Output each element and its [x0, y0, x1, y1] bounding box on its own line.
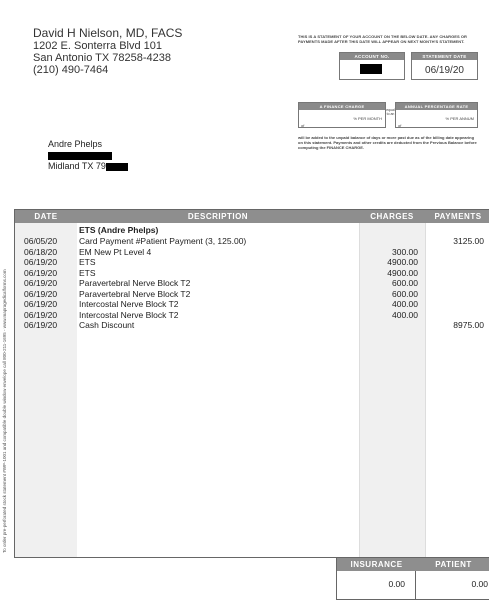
- row-description: Intercostal Nerve Block T2: [79, 309, 179, 320]
- row-date: 06/19/20: [24, 320, 58, 330]
- row-date: 06/19/20: [24, 267, 58, 278]
- patient-address: [48, 139, 128, 172]
- table-row: [15, 247, 489, 258]
- apr-box: [395, 102, 478, 128]
- table-row: [15, 268, 489, 279]
- row-description: Paravertebral Nerve Block T2: [79, 278, 191, 288]
- statement-date-value: 06/19/20: [425, 65, 464, 76]
- finance-charge-label: A FINANCE CHARGE: [299, 103, 385, 110]
- equal-to-text: equal to an: [386, 108, 395, 116]
- table-header: [15, 210, 489, 223]
- row-date: 06/19/20: [24, 288, 58, 299]
- row-payments: 3125.00: [453, 236, 484, 246]
- row-date: 06/19/20: [24, 309, 58, 320]
- table-row: [15, 236, 489, 247]
- header-payments: PAYMENTS: [434, 212, 482, 221]
- patient-city: [48, 161, 128, 172]
- statement-date-label: STATEMENT DATE: [412, 53, 477, 60]
- table-row: [15, 310, 489, 321]
- apr-of: of: [398, 123, 402, 128]
- row-charges: 4900.00: [387, 257, 418, 267]
- patient-city-text: Midland TX 79: [48, 161, 106, 171]
- row-charges: 4900.00: [387, 267, 418, 278]
- insurance-label: INSURANCE: [350, 560, 403, 569]
- statement-notice: THIS IS A STATEMENT OF YOUR ACCOUNT ON THE BELOW DATE. ANY CHARGES OR PAYMENTS MADE AFTER THIS DATE WILL APPEAR ON NEXT MONTH'S STATEMENT.: [298, 34, 467, 44]
- row-description: EM New Pt Level 4: [79, 246, 152, 257]
- row-charges: 600.00: [392, 288, 418, 299]
- finance-charge-box: [298, 102, 386, 128]
- table-row: [15, 278, 489, 289]
- statement-date-box: [411, 52, 478, 80]
- redaction-bar: [106, 163, 128, 171]
- provider-name: David H Nielson, MD, FACS: [33, 26, 183, 40]
- row-charges: 400.00: [392, 299, 418, 309]
- totals-header: [337, 558, 489, 571]
- provider-address: [33, 27, 182, 76]
- row-description: ETS: [79, 267, 96, 278]
- apr-per-annum: % PER ANNUM: [445, 116, 474, 121]
- finance-charge-of: of: [301, 123, 305, 128]
- row-description: Paravertebral Nerve Block T2: [79, 288, 191, 299]
- row-charges: 300.00: [392, 246, 418, 257]
- patient-group-label: ETS (Andre Phelps): [79, 225, 159, 235]
- totals-box: [336, 558, 489, 600]
- patient-street-redacted: [48, 150, 128, 161]
- row-date: 06/05/20: [24, 236, 58, 246]
- account-number-redaction: [360, 64, 382, 74]
- account-number-label: ACCOUNT NO.: [340, 53, 404, 60]
- row-description: Card Payment #Patient Payment (3, 125.00): [79, 236, 247, 246]
- patient-label: PATIENT: [435, 560, 472, 569]
- account-number-box: [339, 52, 405, 80]
- row-description: Intercostal Nerve Block T2: [79, 299, 179, 309]
- header-description: DESCRIPTION: [187, 212, 249, 221]
- table-row: [15, 320, 489, 331]
- insurance-value: 0.00: [337, 571, 416, 600]
- table-row: [15, 257, 489, 268]
- row-payments: 8975.00: [453, 320, 484, 330]
- patient-value: 0.00: [471, 579, 488, 589]
- provider-address-line2: San Antonio TX 78258-4238: [33, 52, 172, 64]
- table-row: [15, 299, 489, 310]
- row-date: 06/19/20: [24, 299, 58, 309]
- finance-note: will be added to the unpaid balance of days or more past due as of the billing date appearing on this statement. Payments and other credits are deducted from the Previous Balance before computing the FINANCE CHARGE.: [298, 135, 477, 150]
- header-charges: CHARGES: [370, 212, 414, 221]
- row-date: 06/19/20: [24, 257, 58, 267]
- row-date: 06/18/20: [24, 246, 58, 257]
- row-date: 06/19/20: [24, 278, 58, 288]
- side-order-text: To order pre-perforated stock statement #WP-1001 and compatible double window envelope call 800-211-1695 - www.mapragedicalforms.com: [2, 269, 7, 553]
- transaction-table: [14, 209, 489, 558]
- finance-charge-per-month: % PER MONTH: [353, 116, 382, 121]
- apr-label: ANNUAL PERCENTAGE RATE: [396, 103, 477, 110]
- table-row: [15, 289, 489, 300]
- row-description: ETS: [79, 257, 96, 267]
- header-date: DATE: [34, 212, 58, 221]
- table-rows: [15, 236, 489, 331]
- row-charges: 600.00: [392, 278, 418, 288]
- row-charges: 400.00: [392, 309, 418, 320]
- redaction-bar: [48, 152, 112, 160]
- provider-phone: (210) 490-7464: [33, 64, 109, 76]
- row-description: Cash Discount: [79, 320, 135, 330]
- provider-address-line1: 1202 E. Sonterra Blvd 101: [33, 40, 163, 52]
- patient-name: Andre Phelps: [48, 139, 103, 149]
